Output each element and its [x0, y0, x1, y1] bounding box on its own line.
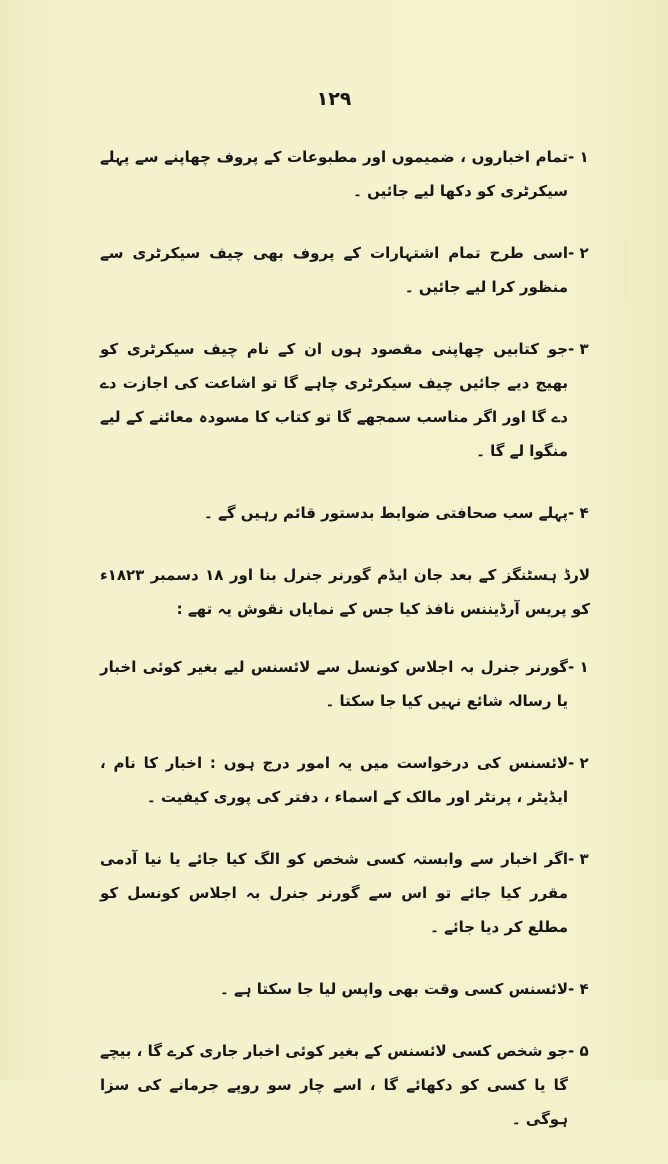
list-item: [100, 842, 590, 944]
list-marker: ۱ -: [568, 658, 589, 676]
list-marker: ۴ -: [568, 504, 589, 522]
list-marker: ۱ -: [568, 148, 589, 166]
list-marker: ۴ -: [568, 980, 589, 998]
list-marker: ۵ -: [568, 1042, 589, 1060]
list-item: [100, 236, 590, 304]
body-paragraph: لارڈ ہسٹنگز کے بعد جان ایڈم گورنر جنرل بنا اور ۱۸ دسمبر ۱۸۲۳ء کو پریس آرڈیننس نافذ کیا جس کے نمایاں نقوش یہ تھے :: [100, 566, 591, 618]
list-item-text: تمام اخباروں ، ضمیموں اور مطبوعات کے پروف چھاپنے سے پہلے سیکرٹری کو دکھا لیے جائیں ۔: [100, 148, 568, 200]
list-marker: ۲ -: [568, 244, 589, 262]
page-number: ۱۲۹: [316, 88, 352, 110]
list-item-text: لائسنس کسی وقت بھی واپس لیا جا سکتا ہے ۔: [219, 980, 568, 998]
list-item-text: اگر اخبار سے وابستہ کسی شخص کو الگ کیا جائے یا نیا آدمی مقرر کیا جائے تو اس سے گورنر جنرل بہ اجلاس کونسل کو مطلع کر دیا جائے ۔: [100, 850, 568, 936]
list-marker: ۳ -: [568, 340, 589, 358]
list-item-text: جو کتابیں چھاپنی مقصود ہوں ان کے نام چیف سیکرٹری کو بھیج دیے جائیں چیف سیکرٹری چاہے گا تو اشاعت کی اجازت دے دے گا اور اگر مناسب سمجھے گا تو کتاب کا مسودہ معائنے کے لیے منگوا لے گا ۔: [100, 340, 568, 460]
list-item-text: لائسنس کی درخواست میں یہ امور درج ہوں : اخبار کا نام ، ایڈیٹر ، پرنٹر اور مالک کے اسماء ، دفتر کی پوری کیفیت ۔: [100, 754, 568, 806]
list-marker: ۳ -: [568, 850, 589, 868]
page-body: [100, 140, 590, 1164]
list-item-text: پہلے سب صحافتی ضوابط بدستور قائم رہیں گے ۔: [204, 504, 568, 522]
list-item: [100, 140, 590, 208]
list-item: [100, 972, 590, 1006]
list-item: [100, 1034, 590, 1136]
faint-stamp-mark: [625, 240, 662, 300]
list-item: [100, 746, 590, 814]
list-item: [100, 650, 590, 718]
list-item-text: اسی طرح تمام اشتہارات کے پروف بھی چیف سیکرٹری سے منظور کرا لیے جائیں ۔: [100, 244, 568, 296]
list-item: [100, 496, 590, 530]
list-item-text: جو شخص کسی لائسنس کے بغیر کوئی اخبار جاری کرے گا ، بیچے گا یا کسی کو دکھائے گا ، اسے چار سو روپے جرمانے کی سزا ہوگی ۔: [100, 1042, 568, 1128]
list-item-text: گورنر جنرل بہ اجلاس کونسل سے لائسنس لیے بغیر کوئی اخبار یا رسالہ شائع نہیں کیا جا سکتا ۔: [100, 658, 568, 710]
list-item: [100, 332, 590, 468]
list-marker: ۲ -: [568, 754, 589, 772]
